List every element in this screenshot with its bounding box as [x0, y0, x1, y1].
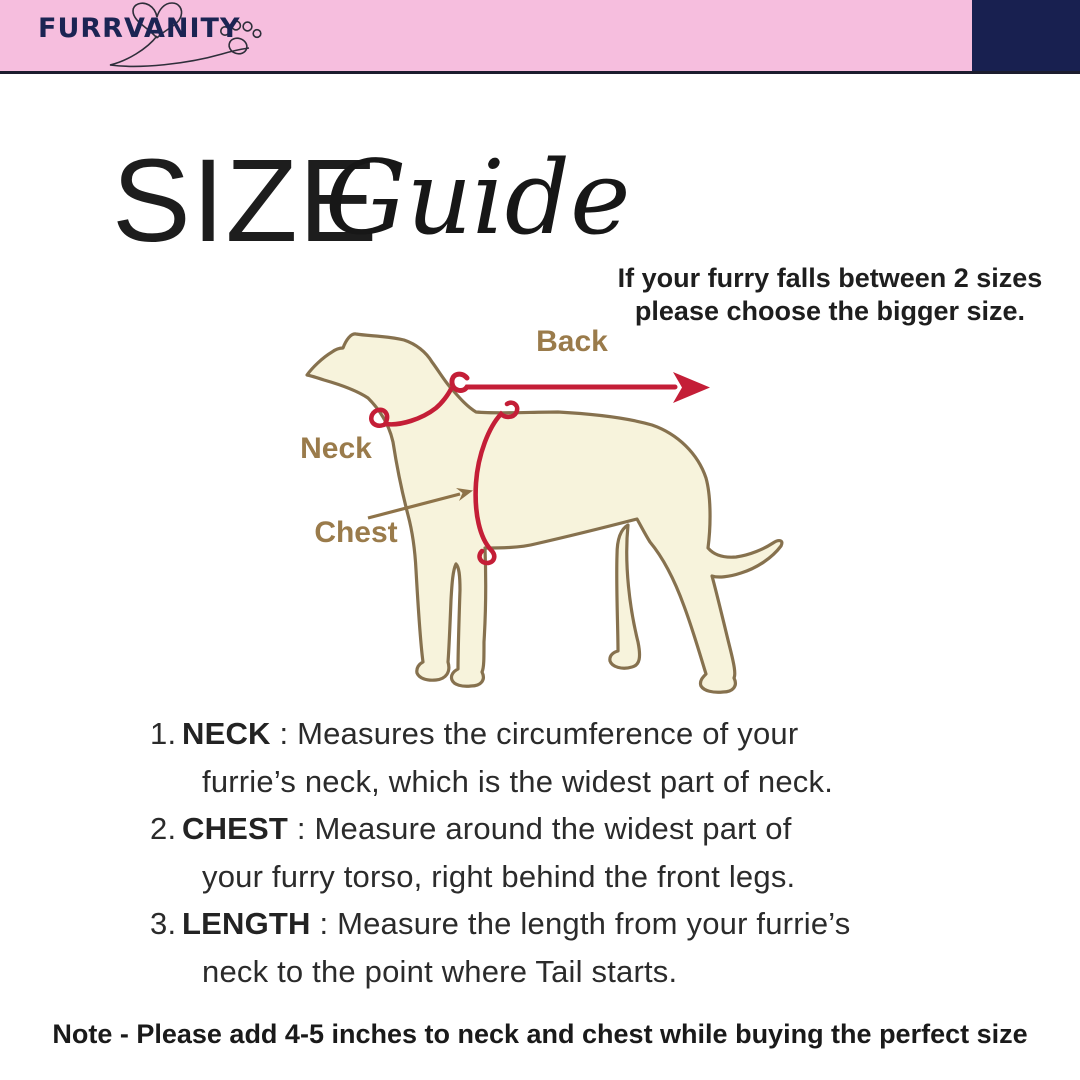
item-number: 2.	[150, 811, 177, 846]
instruction-line	[182, 710, 1000, 758]
instruction-text: Measure the length from your furrie’s	[337, 906, 851, 941]
sizing-tip	[598, 262, 1062, 328]
instructions-list	[140, 710, 1000, 995]
instruction-line	[182, 900, 1000, 948]
title-guide: Guide	[325, 139, 631, 258]
bottom-note: Note - Please add 4-5 inches to neck and chest while buying the perfect size	[52, 1019, 1028, 1049]
sizing-tip-line2: please choose the bigger size.	[634, 296, 1026, 326]
dog-far-hind-leg	[610, 525, 640, 668]
term-separator: :	[288, 811, 315, 846]
brand-logo-text: FURRVANITY	[38, 13, 241, 44]
header-divider	[0, 71, 1080, 74]
back-label: Back	[536, 325, 608, 358]
item-number: 1.	[150, 716, 177, 751]
instruction-item-length	[140, 900, 1000, 995]
instruction-line: neck to the point where Tail starts.	[202, 953, 678, 989]
neck-label: Neck	[300, 432, 372, 465]
dog-measurement-diagram	[280, 320, 820, 700]
measure-term: LENGTH	[182, 906, 311, 941]
chest-label: Chest	[314, 516, 398, 549]
instruction-item-chest	[140, 805, 1000, 900]
sizing-tip-line1: If your furry falls between 2 sizes	[617, 263, 1043, 293]
instruction-text: Measure around the widest part of	[314, 811, 792, 846]
header-accent-block	[972, 0, 1080, 71]
title-size: SIZE	[112, 135, 379, 267]
instruction-item-neck	[140, 710, 1000, 805]
instruction-text: Measures the circumference of your	[297, 716, 799, 751]
term-separator: :	[310, 906, 338, 941]
instruction-line: furrie’s neck, which is the widest part of neck.	[202, 763, 834, 799]
back-measure-arrow	[452, 372, 710, 403]
term-separator: :	[270, 716, 298, 751]
item-number: 3.	[150, 906, 177, 941]
instruction-line	[182, 805, 1000, 853]
measure-term: NECK	[182, 716, 271, 751]
instruction-line: your furry torso, right behind the front legs.	[202, 858, 796, 894]
measure-term: CHEST	[182, 811, 289, 846]
